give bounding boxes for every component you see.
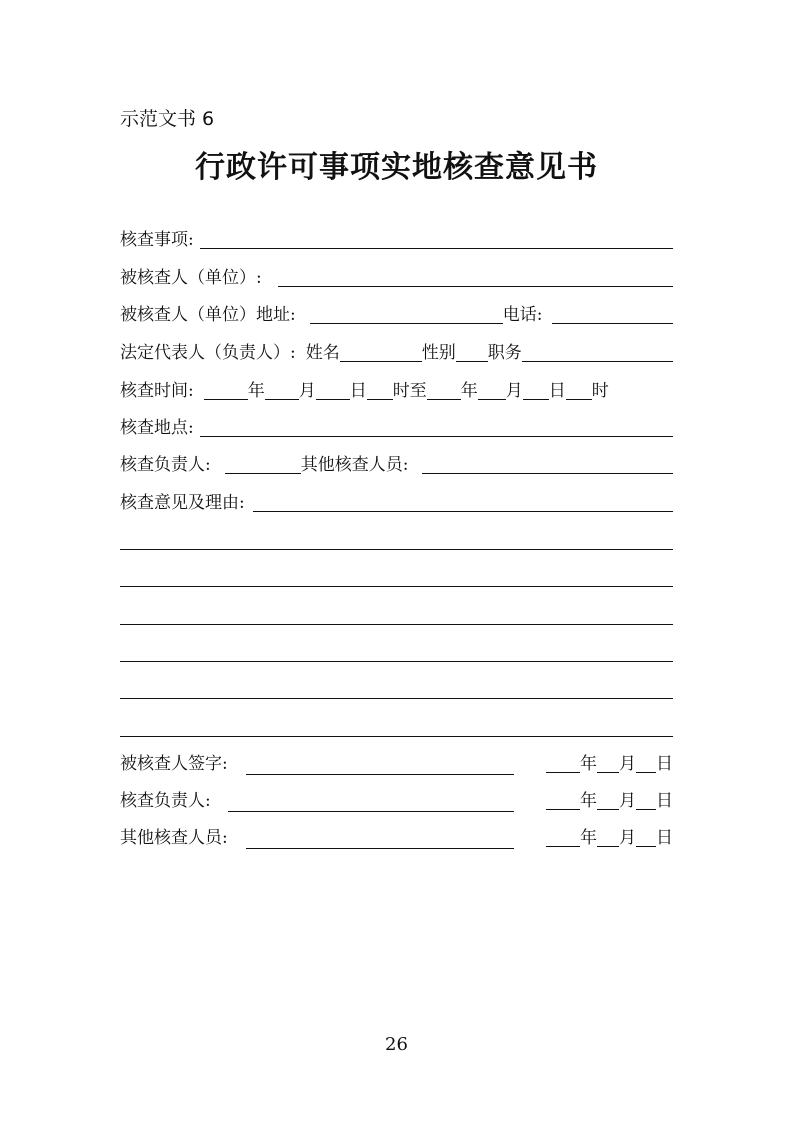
end-day-field[interactable] <box>523 379 549 400</box>
sign-month-field[interactable] <box>597 789 619 810</box>
end-hour-field[interactable] <box>566 379 592 400</box>
others-field[interactable] <box>422 453 673 474</box>
inspected-party-row <box>120 264 673 290</box>
start-day-field[interactable] <box>316 379 350 400</box>
address-field[interactable] <box>310 303 503 324</box>
position-label: 职务 <box>487 343 522 363</box>
end-hour-label: 时 <box>591 381 609 401</box>
inspection-item-field[interactable] <box>200 228 673 249</box>
opinion-line[interactable] <box>120 736 673 737</box>
signature-date <box>546 752 673 776</box>
end-month-label: 月 <box>505 381 523 401</box>
end-day-label: 日 <box>548 381 566 401</box>
sign-day-field[interactable] <box>636 752 656 773</box>
lead-sign-field[interactable] <box>228 811 514 812</box>
opinion-line[interactable] <box>120 661 673 662</box>
sign-day-label: 日 <box>656 828 673 848</box>
others-label: 其他核查人员: <box>300 455 409 475</box>
opinion-field[interactable] <box>253 491 673 512</box>
inspection-item-label: 核查事项: <box>120 230 194 250</box>
location-field[interactable] <box>200 416 673 437</box>
time-row <box>120 377 673 403</box>
inspected-party-label: 被核查人（单位）: <box>120 268 262 288</box>
name-field[interactable] <box>340 341 422 362</box>
start-year-label: 年 <box>247 381 265 401</box>
sign-day-label: 日 <box>656 791 673 811</box>
opinion-line[interactable] <box>120 549 673 550</box>
inspected-sign-field[interactable] <box>246 774 514 775</box>
gender-field[interactable] <box>456 341 488 362</box>
personnel-row <box>120 451 673 477</box>
sign-year-label: 年 <box>580 754 597 774</box>
start-day-label: 日 <box>349 381 367 401</box>
signature-date <box>546 789 673 813</box>
phone-label: 电话: <box>502 305 543 325</box>
sign-day-label: 日 <box>656 754 673 774</box>
sign-year-field[interactable] <box>546 789 580 810</box>
signature-row-others <box>120 826 673 852</box>
others-sign-label: 其他核查人员: <box>120 828 228 848</box>
sign-year-field[interactable] <box>546 826 580 847</box>
gender-label: 性别 <box>421 343 456 363</box>
location-label: 核查地点: <box>120 418 194 438</box>
name-label: 姓名 <box>305 343 340 363</box>
inspected-sign-label: 被核查人签字: <box>120 754 228 774</box>
legal-rep-row <box>120 339 673 365</box>
sign-month-label: 月 <box>619 791 636 811</box>
sign-month-label: 月 <box>619 754 636 774</box>
others-sign-field[interactable] <box>246 848 514 849</box>
position-field[interactable] <box>522 341 673 362</box>
sign-year-label: 年 <box>580 828 597 848</box>
signature-row-inspected <box>120 752 673 778</box>
lead-label: 核查负责人: <box>120 455 211 475</box>
address-label: 被核查人（单位）地址: <box>120 305 296 325</box>
lead-field[interactable] <box>225 453 301 474</box>
sign-month-field[interactable] <box>597 752 619 773</box>
sign-year-label: 年 <box>580 791 597 811</box>
end-month-field[interactable] <box>478 379 506 400</box>
end-year-field[interactable] <box>427 379 461 400</box>
inspection-item-row <box>120 226 673 252</box>
time-label: 核查时间: <box>120 381 194 401</box>
signature-row-lead <box>120 789 673 815</box>
opinion-label: 核查意见及理由: <box>120 493 245 513</box>
sign-year-field[interactable] <box>546 752 580 773</box>
sign-day-field[interactable] <box>636 826 656 847</box>
opinion-line[interactable] <box>120 586 673 587</box>
end-year-label: 年 <box>460 381 478 401</box>
lead-sign-label: 核查负责人: <box>120 791 211 811</box>
start-year-field[interactable] <box>204 379 248 400</box>
sign-day-field[interactable] <box>636 789 656 810</box>
hour-to-label: 时至 <box>392 381 427 401</box>
legal-rep-label: 法定代表人（负责人）: <box>120 343 296 363</box>
sign-month-field[interactable] <box>597 826 619 847</box>
start-month-label: 月 <box>298 381 316 401</box>
sign-month-label: 月 <box>619 828 636 848</box>
address-row <box>120 301 673 327</box>
start-hour-field[interactable] <box>367 379 393 400</box>
start-month-field[interactable] <box>265 379 299 400</box>
page-number: 26 <box>385 1034 408 1055</box>
doc-label: 示范文书 6 <box>120 108 215 130</box>
signature-date <box>546 826 673 850</box>
location-row <box>120 414 673 440</box>
opinion-row <box>120 489 673 515</box>
inspected-party-field[interactable] <box>278 266 673 287</box>
page-title: 行政许可事项实地核查意见书 <box>195 150 598 185</box>
phone-field[interactable] <box>552 303 673 324</box>
opinion-line[interactable] <box>120 698 673 699</box>
opinion-line[interactable] <box>120 624 673 625</box>
